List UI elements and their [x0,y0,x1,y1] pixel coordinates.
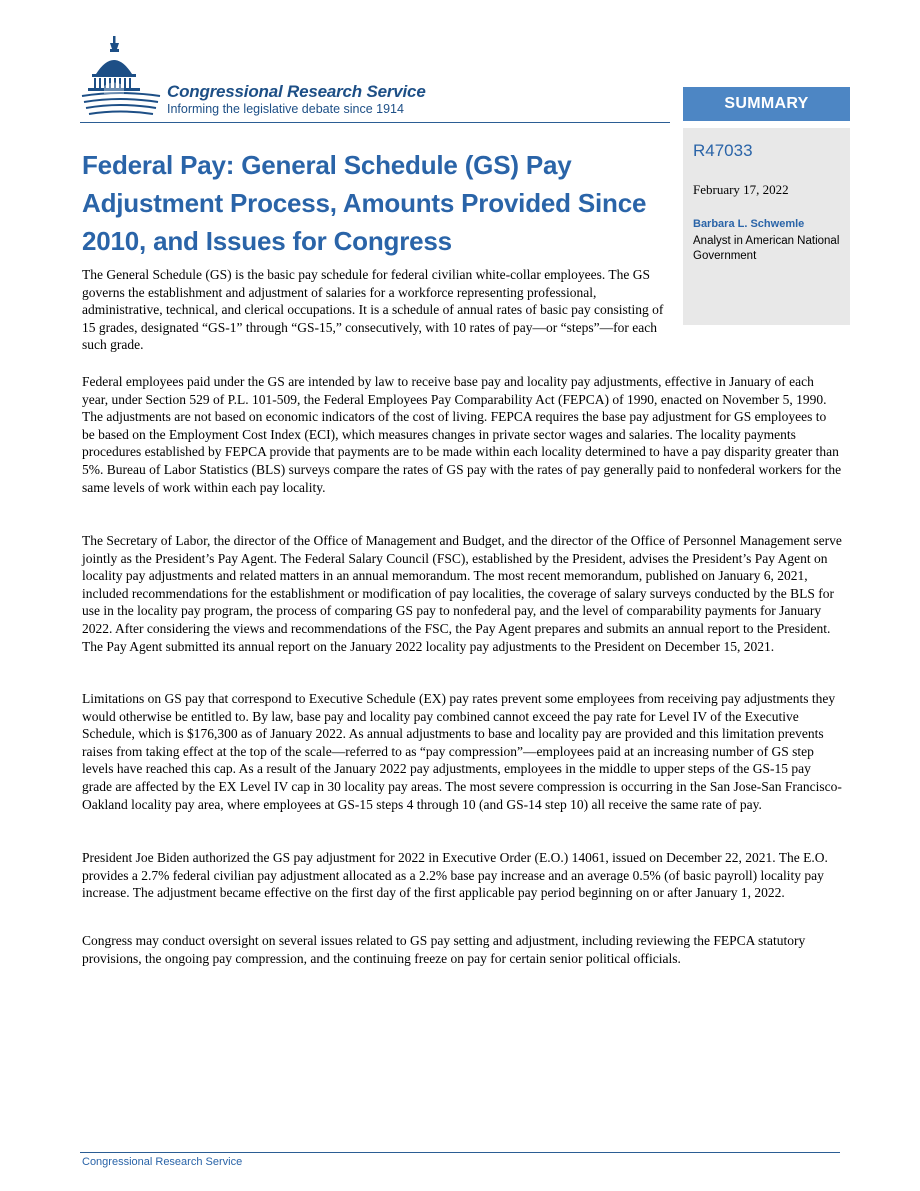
summary-paragraph: President Joe Biden authorized the GS pay adjustment for 2022 in Executive Order (E.O.) 14061, issued on December 22, 2021. The E.O. provides a 2.7% federal civilian pay adjustment allocated as a 2.2% base pay increase and an average 0.5% (of basic payroll) locality pay increase. The adjustment became effective on the first day of the first applicable pay period beginning on or after January 1, 2022. [82,850,828,901]
author-title: Analyst in American National Government [693,235,840,262]
capitol-dome-icon [80,32,166,122]
footer-divider [80,1152,840,1153]
org-tagline: Informing the legislative debate since 1914 [167,102,404,116]
crs-logo [80,32,680,122]
report-date: February 17, 2022 [693,182,789,197]
summary-paragraph: Limitations on GS pay that correspond to Executive Schedule (EX) pay rates prevent some employees from receiving pay adjustments they would otherwise be entitled to. By law, base pay and locality pay combined cannot exceed the pay rate for Level IV of the Executive Schedule, which is $176,300 as of January 2022. As annual adjustments to base and locality pay are provided and this limitation prevents raises from taking effect at the top of the scale—referred to as “pay compression”—employees paid at an increasing number of GS step levels have reached this cap. As a result of the January 2022 pay adjustments, employees in the middle to upper steps of the GS-15 pay grade are affected by the EX Level IV cap in 30 locality pay areas. The most severe compression is occurring in the San Jose-San Francisco-Oakland locality pay area, where employees at GS-15 steps 4 through 10 (and GS-14 step 10) all receive the same rate of pay. [82,691,842,812]
summary-sidebar [683,87,850,325]
report-info-box [683,128,850,325]
report-number: R47033 [693,141,753,160]
org-name: Congressional Research Service [167,82,426,101]
footer-org-name: Congressional Research Service [82,1156,243,1168]
header-divider [80,122,670,123]
summary-paragraph: The General Schedule (GS) is the basic pay schedule for federal civilian white-collar employees. The GS governs the establishment and adjustment of salaries for a workforce representing professional, administrative, technical, and clerical occupations. It is a schedule of annual rates of basic pay consisting of 15 grades, designated “GS-1” through “GS-15,” consecutively, with 10 rates of pay—or “steps”—for each such grade. [82,267,664,353]
summary-paragraph: The Secretary of Labor, the director of the Office of Management and Budget, and the director of the Office of Personnel Management serve jointly as the President’s Pay Agent. The Federal Salary Council (FSC), established by the President, advises the President’s Pay Agent on locality pay adjustments and related matters in an annual memorandum. The most recent memorandum, published on January 6, 2021, included recommendations for the establishment or modification of pay localities, the coverage of salary surveys conducted by the BLS for use in the locality pay program, the process of comparing GS pay to nonfederal pay, and the level of comparability payments for January 2022. After considering the views and recommendations of the FSC, the Pay Agent prepares and submits an annual report to the President. The Pay Agent submitted its annual report on the January 2022 locality pay adjustments to the President on December 15, 2021. [82,533,842,654]
summary-tab: SUMMARY [683,87,850,121]
summary-paragraph: Congress may conduct oversight on several issues related to GS pay setting and adjustment, including reviewing the FEPCA statutory provisions, the ongoing pay compression, and the continuing freeze on pay for certain senior political officials. [82,933,806,966]
summary-paragraph: Federal employees paid under the GS are intended by law to receive base pay and locality pay adjustments, effective in January of each year, under Section 529 of P.L. 101-509, the Federal Employees Pay Comparability Act (FEPCA) of 1990, enacted on November 5, 1990. The adjustments are not based on economic indicators of the cost of living. FEPCA requires the base pay adjustment for GS employees to be based on the Employment Cost Index (ECI), which measures changes in private sector wages and salaries. The locality payments procedures established by FEPCA provide that payments are to be made within each locality determined to have a pay disparity greater than 5%. Bureau of Labor Statistics (BLS) surveys compare the rates of GS pay with the rates of pay generally paid to nonfederal workers for the same levels of work within each pay locality. [82,374,842,495]
author-name: Barbara L. Schwemle [693,218,805,230]
document-title: Federal Pay: General Schedule (GS) Pay Adjustment Process, Amounts Provided Since 2010, and Issues for Congress [82,150,647,256]
